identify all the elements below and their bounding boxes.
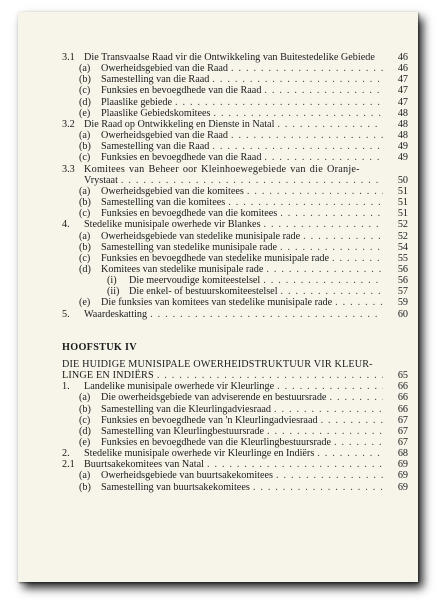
item-title: Samestelling van die Raad — [101, 141, 210, 153]
section-title: Landelike munisipale owerhede vir Kleurlinge — [84, 381, 275, 393]
item-letter: (a) — [79, 63, 91, 75]
item-letter: (e) — [79, 297, 91, 309]
dot-leader — [335, 297, 383, 308]
toc-entry — [62, 231, 408, 242]
item-title: Komitees van stedelike munisipale rade — [101, 263, 264, 275]
dot-leader — [281, 286, 383, 297]
dot-leader — [276, 470, 383, 481]
item-letter: (c) — [79, 208, 91, 220]
item-title: Samestelling van buurtsakekomitees — [101, 481, 250, 493]
toc-entry — [62, 309, 408, 320]
toc-entry — [62, 74, 408, 85]
page-number: 51 — [397, 208, 408, 220]
section-title: Stedelike munisipale owerhede vir Blankes — [84, 219, 261, 231]
item-letter: (b) — [79, 141, 91, 153]
item-letter: (b) — [79, 197, 91, 209]
dot-leader — [334, 437, 383, 448]
page-number: 47 — [397, 85, 408, 97]
section-title: Buurtsakekomitees van Natal — [84, 459, 204, 471]
item-letter: (d) — [79, 263, 91, 275]
page-number: 59 — [397, 297, 408, 309]
toc-entry — [62, 426, 408, 437]
item-title: Plaaslike gebiede — [101, 96, 173, 108]
item-title: Owerheidsgebied van die komitees — [101, 185, 244, 197]
section-title: Stedelike munisipale owerhede vir Kleurlinge en Indiërs — [84, 448, 315, 460]
page-number: 66 — [397, 381, 408, 393]
chapter-title-continued: LINGE EN INDIËRS — [62, 370, 154, 382]
chapter-title-line — [62, 359, 408, 370]
item-letter: (b) — [79, 74, 91, 86]
toc-entry — [62, 264, 408, 275]
item-letter: (a) — [79, 392, 91, 404]
toc-entry — [62, 448, 408, 459]
item-title: Die enkel- of bestuurskomiteestelsel — [129, 286, 278, 298]
item-letter: (c) — [79, 85, 91, 97]
item-title: Owerheidsgebied van die Raad — [101, 63, 229, 75]
page-number: 67 — [397, 414, 408, 426]
section-number: 5. — [62, 308, 70, 320]
dot-leader — [231, 130, 383, 141]
toc-entry — [62, 219, 408, 230]
dot-leader — [214, 108, 384, 119]
page-number: 46 — [397, 52, 408, 63]
dot-leader — [157, 370, 383, 381]
page-number: 69 — [397, 459, 408, 471]
page-number: 51 — [397, 185, 408, 197]
toc-entry — [62, 381, 408, 392]
item-letter: (b) — [79, 241, 91, 253]
item-title: Owerheidsgebiede van stedelike munisipale rade — [101, 230, 301, 242]
item-title: Samestelling van stedelike munisipale rade — [101, 241, 277, 253]
dot-leader — [207, 459, 383, 470]
section-number: 2.1 — [62, 459, 75, 471]
dot-leader — [280, 242, 383, 253]
dot-leader — [332, 253, 383, 264]
section-number: 3.3 — [62, 163, 75, 175]
dot-leader — [212, 74, 383, 85]
page-number: 52 — [397, 230, 408, 242]
dot-leader — [266, 264, 383, 275]
item-title: Funksies en bevoegdhede van stedelike munisipale rade — [101, 252, 330, 264]
dot-leader — [264, 85, 383, 96]
item-letter: (a) — [79, 230, 91, 242]
dot-leader — [264, 152, 383, 163]
item-title: Die funksies van komitees van stedelike munisipale rade — [101, 297, 333, 309]
item-letter: (d) — [79, 425, 91, 437]
page-number: 55 — [397, 252, 408, 264]
toc-entry — [62, 164, 408, 175]
item-title: Funksies en bevoegdhede van die Kleurlingbestuursrade — [101, 437, 332, 448]
dot-leader — [280, 208, 383, 219]
page-number: 46 — [397, 63, 408, 75]
chapter-heading: HOOFSTUK IV — [62, 341, 137, 353]
toc-entry — [62, 253, 408, 264]
page-number: 50 — [397, 174, 408, 186]
section-number: 1. — [62, 381, 70, 393]
item-letter: (b) — [79, 403, 91, 415]
item-title: Samestelling van die Raad — [101, 74, 210, 86]
item-letter: (a) — [79, 185, 91, 197]
dot-leader — [121, 175, 383, 186]
section-number: 2. — [62, 448, 70, 460]
page-number: 56 — [397, 275, 408, 287]
dot-leader — [267, 426, 383, 437]
dot-leader — [321, 415, 383, 426]
item-letter: (b) — [79, 481, 91, 493]
item-letter: (c) — [79, 152, 91, 164]
toc-entry-continuation — [62, 175, 408, 186]
item-title: Funksies en bevoegdhede van 'n Kleurlingadviesraad — [101, 414, 318, 426]
toc-entry — [62, 392, 408, 403]
table-of-contents — [62, 52, 408, 493]
toc-entry — [62, 482, 408, 493]
chapter-title-line — [62, 370, 408, 381]
page-number: 48 — [397, 130, 408, 142]
dot-leader — [263, 275, 383, 286]
toc-entry — [62, 242, 408, 253]
item-letter: (e) — [79, 437, 91, 448]
toc-entry — [62, 52, 408, 63]
item-letter: (d) — [79, 96, 91, 108]
toc-entry — [62, 186, 408, 197]
toc-entry — [62, 208, 408, 219]
dot-leader — [253, 482, 383, 493]
item-title: Die owerheidsgebiede van adviserende en bestuursrade — [101, 392, 327, 404]
item-title: Owerheidsgebiede van buurtsakekomitees — [101, 470, 273, 482]
item-letter: (a) — [79, 470, 91, 482]
page-number: 47 — [397, 74, 408, 86]
dot-leader — [274, 404, 383, 415]
page-number: 65 — [397, 370, 408, 382]
item-letter: (a) — [79, 130, 91, 142]
item-title: Plaaslike Gebiedskomitees — [101, 107, 211, 119]
dot-leader — [329, 392, 383, 403]
item-title: Owerheidsgebied van die Raad — [101, 130, 229, 142]
page-number: 69 — [397, 481, 408, 493]
page-number: 68 — [397, 448, 408, 460]
item-title: Funksies en bevoegdhede van die Raad — [101, 85, 262, 97]
item-title: Funksies en bevoegdhede van die Raad — [101, 152, 262, 164]
page-number: 52 — [397, 219, 408, 231]
page-number: 51 — [397, 197, 408, 209]
section-title: Die Transvaalse Raad vir die Ontwikkeling van Buitestedelike Gebiede — [84, 52, 375, 63]
item-title: Die meervoudige komiteestelsel — [129, 275, 261, 287]
section-number: 3.1 — [62, 52, 75, 63]
toc-entry — [62, 130, 408, 141]
section-number: 3.2 — [62, 118, 75, 130]
page-number: 57 — [397, 286, 408, 298]
item-title: Samestelling van die Kleurlingadviesraad — [101, 403, 272, 415]
dot-leader — [264, 219, 383, 230]
item-roman: (ii) — [107, 286, 120, 298]
toc-entry — [62, 437, 408, 448]
page-number: 47 — [397, 96, 408, 108]
section-title: Die Raad op Ontwikkeling en Dienste in Natal — [84, 118, 275, 130]
item-title: Samestelling van die komitees — [101, 197, 226, 209]
dot-leader — [277, 381, 383, 392]
page-number: 49 — [397, 141, 408, 153]
section-number: 4. — [62, 219, 70, 231]
item-letter: (c) — [79, 252, 91, 264]
toc-entry — [62, 119, 408, 130]
page-number: 66 — [397, 403, 408, 415]
dot-leader — [228, 197, 383, 208]
toc-entry — [62, 415, 408, 426]
dot-leader — [277, 119, 383, 130]
section-title: Waardeskatting — [84, 308, 148, 320]
toc-entry — [62, 275, 408, 286]
toc-entry — [62, 152, 408, 163]
item-roman: (i) — [107, 275, 117, 287]
item-letter: (e) — [79, 107, 91, 119]
toc-entry — [62, 286, 408, 297]
dot-leader — [231, 63, 383, 74]
dot-leader — [303, 231, 383, 242]
dot-leader — [175, 97, 383, 108]
toc-entry — [62, 97, 408, 108]
toc-entry — [62, 459, 408, 470]
dot-leader — [212, 141, 383, 152]
page-number: 48 — [397, 107, 408, 119]
toc-entry — [62, 297, 408, 308]
item-title: Samestelling van Kleurlingbestuursrade — [101, 425, 264, 437]
page-number: 66 — [397, 392, 408, 404]
chapter-title: DIE HUIDIGE MUNISIPALE OWERHEIDSTRUKTUUR VIR KLEUR- — [62, 358, 373, 370]
dot-leader — [317, 448, 383, 459]
page-number: 54 — [397, 241, 408, 253]
toc-entry — [62, 404, 408, 415]
toc-entry — [62, 470, 408, 481]
item-title: Funksies en bevoegdhede van die komitees — [101, 208, 278, 220]
toc-entry — [62, 85, 408, 96]
page-number: 67 — [397, 425, 408, 437]
page-number: 69 — [397, 470, 408, 482]
page-number: 60 — [397, 308, 408, 320]
toc-entry — [62, 63, 408, 74]
dot-leader — [150, 309, 383, 320]
dot-leader — [247, 186, 383, 197]
section-title-continued: Vrystaat — [84, 174, 118, 186]
document-page — [18, 12, 418, 582]
page-number: 48 — [397, 118, 408, 130]
section-title: Komitees van Beheer oor Kleinhoewegebiede van die Oranje- — [84, 163, 360, 175]
page-number: 49 — [397, 152, 408, 164]
item-letter: (c) — [79, 414, 91, 426]
toc-entry — [62, 108, 408, 119]
page-number: 67 — [397, 437, 408, 448]
toc-entry — [62, 197, 408, 208]
page-number: 56 — [397, 263, 408, 275]
toc-entry — [62, 141, 408, 152]
